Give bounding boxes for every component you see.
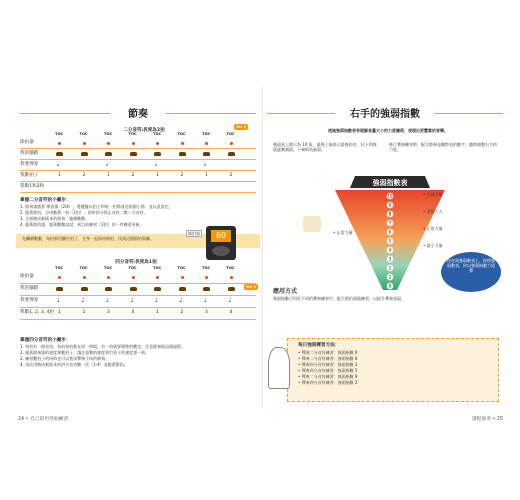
grid-row [20, 138, 256, 149]
apply-title: 應用方式 [273, 288, 298, 295]
beat-dot [83, 142, 86, 145]
tip-paragraph: 1. 節奏請跟著 節拍器（2/4），將鍵盤以拍子和每一拍都放這兩個小節，並以此設定。 [20, 204, 173, 209]
beat-number: 1 [156, 310, 159, 315]
beat-dot [181, 142, 184, 145]
level-number: 9 [388, 202, 392, 208]
intro-column-2: 進行彈奏練習時，配合節奏並觀察表的數字，隨時調整右手的力度。 [389, 142, 497, 152]
foot-mark [179, 287, 186, 291]
tip-paragraph: 1. 每拍有一個音符，每拍每拍都在同一時間，有一拍就要精準的數完，注意節奏與這個過程。 [20, 344, 186, 349]
note-symbol: ♩ [57, 297, 60, 304]
beat-dot [132, 142, 135, 145]
level-number: 10 [387, 193, 393, 199]
level-number: 1 [388, 274, 392, 280]
tip-paragraph: 4. 再次用換成新版本的四分音符數一次（1-4）並跟著節拍。 [20, 362, 128, 367]
foot-mark [179, 152, 186, 156]
toc-label: TOC [177, 266, 186, 270]
grid-row-label: 我要彈奏 [20, 162, 39, 167]
title-rule-left [20, 113, 110, 114]
funnel-label: • 全部力量 [423, 192, 443, 197]
quarter-note-tips [20, 344, 256, 368]
funnel-label: • 正常力量 [333, 230, 353, 235]
note-symbol: 𝅗𝅥 [204, 161, 206, 168]
beat-number: 2 [82, 310, 86, 315]
beat-number: 2 [229, 173, 233, 178]
beat-number: 1 [107, 173, 110, 178]
beat-number: 1 [205, 173, 208, 178]
practice-box [287, 338, 499, 402]
beat-number: 1 [156, 173, 159, 178]
note-symbol: ♩ [130, 297, 134, 304]
tip-paragraph: 2. 跟著節拍，分別數著一拍（2拍），即用四分休止音符二撥二分音符。 [20, 210, 148, 215]
funnel-labels-left [333, 230, 373, 235]
foot-mark [154, 152, 161, 156]
beat-dot [58, 142, 61, 145]
foot-mark [203, 152, 210, 156]
beat-dot [230, 276, 233, 279]
quarter-note-subtitle: 四分音符𝅘𝅥長度為1拍 [115, 260, 157, 265]
toc-label: TOC [55, 132, 64, 136]
toc-label: TOC [104, 132, 113, 136]
beat-dot [230, 142, 233, 145]
grid-row-label: 我要彈奏 [20, 298, 39, 303]
grid-row [20, 296, 256, 308]
toc-label: TOC [128, 266, 137, 270]
title-rule-right [166, 113, 256, 114]
practice-item: • 彈奏二分音符練習：強弱指數 8 [298, 356, 358, 361]
ya-badge-1: Ya! 1 [236, 125, 247, 129]
beat-dot [107, 142, 110, 145]
foot-mark [130, 287, 137, 291]
highlight-text: 先繼續數數，每拍都用腳打拍子，全身一起保持節拍，找到這個節拍與腳。 [22, 236, 154, 241]
beat-number: 3 [107, 310, 110, 315]
practice-item: • 彈奏二分音符練習：強弱指數 6 [298, 350, 358, 355]
grid-row-label: 我數1, 2, 3, 4拍 [20, 310, 55, 315]
right-page [263, 86, 507, 422]
beat-number: 2 [180, 310, 184, 315]
intro-text: 透過強弱指數表來理解音量大小的力度關係，表現出更豐富的音樂。 [328, 128, 448, 133]
beat-number: 1 [58, 310, 61, 315]
right-page-title: 右手的強弱指數 [350, 109, 420, 120]
funnel-title: 強弱指數表 [372, 178, 408, 187]
toc-label: TOC [226, 266, 235, 270]
practice-item: • 彈奏四分音符練習：強弱指數 3 [298, 362, 358, 367]
practice-box-heading: 每日強弱練習方法： [298, 343, 340, 348]
beat-dot [205, 142, 208, 145]
beat-number: 2 [131, 173, 135, 178]
funnel-label: • 正常力量 [423, 226, 443, 231]
funnel-labels-right [423, 192, 503, 260]
foot-mark [105, 287, 112, 291]
level-number: 3 [388, 256, 392, 262]
grid-row [20, 272, 256, 284]
beat-dot [58, 276, 61, 279]
foot-mark [228, 287, 235, 291]
grid-row-label: 我數拍子 [20, 173, 39, 178]
toc-label: TOC [202, 132, 211, 136]
foot-mark [81, 287, 88, 291]
foot-mark [228, 152, 235, 156]
note-symbol: ♩ [228, 297, 232, 304]
grid-row [20, 308, 256, 320]
beat-number: 2 [180, 173, 184, 178]
grid-row-label: 節拍器 [20, 274, 34, 279]
toc-label: TOC [226, 132, 235, 136]
grid-row [20, 171, 256, 182]
level-number: 5 [388, 238, 392, 244]
intro-column-1: 強弱表上標示為 10 級，最強上端表示最強的音，往下則強弱逐漸減弱，下端則為最弱。 [273, 142, 377, 152]
grid-row [20, 182, 256, 193]
half-note-tips [20, 204, 256, 228]
tip-paragraph: 3. 全部換成新版本的節奏：連續數數。 [20, 216, 90, 221]
practice-item: • 彈奏二分音符練習：強弱指數 9 [298, 374, 358, 379]
toc-label: TOC [202, 266, 211, 270]
beat-dot [156, 276, 159, 279]
right-page-number: 課程節奏 • 25 [471, 417, 503, 422]
beat-dot [156, 142, 159, 145]
grid-row-label: 我數1和2和 [20, 184, 45, 189]
beat-dot [205, 276, 208, 279]
beat-number: 4 [229, 310, 233, 315]
toc-label: TOC [79, 132, 88, 136]
foot-mark [105, 152, 112, 156]
half-note-subtitle: 二分音符𝅗𝅥長度為2拍 [123, 128, 165, 133]
level-number: 7 [388, 220, 392, 226]
left-page-number: 24 • 自己的用琴曲練習 [18, 417, 69, 422]
foot-mark [56, 152, 63, 156]
title-rule-right-r [435, 113, 503, 114]
note-symbol: ♩ [155, 297, 158, 304]
beat-number: 4 [131, 310, 135, 315]
beat-dot [107, 276, 110, 279]
metronome-device [206, 226, 236, 260]
grid-row [20, 160, 256, 171]
toc-label: TOC [79, 266, 88, 270]
toc-label: TOC [128, 132, 137, 136]
left-page [16, 86, 260, 422]
foot-mark [130, 152, 137, 156]
funnel-label: • 最小力量 [423, 243, 443, 248]
funnel-label: • 非常大力 [423, 209, 443, 214]
apply-text: 強弱指數可用於不同的彈奏練習中，配合節拍器做練習，以提升彈奏表現。 [273, 296, 405, 301]
beat-number: 1 [58, 173, 61, 178]
foot-mark [203, 287, 210, 291]
practice-item: • 彈奏四分音符練習：強弱指數 2 [298, 380, 358, 385]
level-number: 2 [388, 265, 392, 271]
title-rule-left-r [267, 113, 335, 114]
half-note-tips-heading: 掌握二分音符的小撇步： [20, 198, 71, 203]
tip-paragraph: 4. 跟著節拍器，跟著數數試試：到目前練習（2拍）的一件練習更新。 [20, 222, 144, 227]
info-bubble [441, 252, 501, 292]
toc-label: TOC [177, 132, 186, 136]
toc-label: TOC [153, 132, 162, 136]
grid-row-label: 我的腳踏 [20, 286, 39, 291]
note-symbol: 𝅗𝅥 [106, 161, 108, 168]
hand-illustration [303, 216, 321, 232]
mascot-illustration [268, 347, 290, 389]
level-number: 6 [388, 229, 392, 235]
beat-dot [83, 276, 86, 279]
note-symbol: ♩ [81, 297, 85, 304]
practice-item: • 彈奏四分音符練習：強弱指數 5 [298, 368, 358, 373]
practice-box-items [298, 350, 494, 386]
level-number: 4 [388, 247, 392, 253]
foot-mark [154, 287, 161, 291]
ya-badge-2: Ya! 1 [246, 285, 257, 289]
note-symbol: 𝅗𝅥 [155, 161, 157, 168]
left-page-title: 節奏 [128, 109, 148, 120]
toc-label: TOC [104, 266, 113, 270]
level-number: 0 [388, 283, 392, 289]
metronome-display: 60 [211, 230, 231, 242]
level-number: 8 [388, 211, 392, 217]
beat-number: 2 [82, 173, 86, 178]
beat-dot [132, 276, 135, 279]
metronome-speaker [212, 246, 230, 256]
grid-row-label: 節拍器 [20, 140, 34, 145]
note-symbol: ♩ [179, 297, 183, 304]
half-note-grid [20, 132, 256, 194]
note-symbol: ♩ [106, 297, 109, 304]
beat-dot [181, 276, 184, 279]
tip-paragraph: 3. 練習數拍子的同時也可以嘗試彈奏不同的節奏。 [20, 356, 110, 361]
tip-paragraph: 2. 跟著節奏器的速度來數拍子，請注意數的速度和打拍子的速度要一致。 [20, 350, 150, 355]
info-bubble-text: 你在與強弱數表上，按照強弱數表，你以強弱指數力道彈 [447, 258, 495, 273]
toc-label: TOC [153, 266, 162, 270]
toc-label: TOC [55, 266, 64, 270]
beat-number: 3 [205, 310, 208, 315]
note-symbol: 𝅗𝅥 [57, 161, 59, 168]
note-symbol: ♩ [204, 297, 207, 304]
quarter-note-grid [20, 266, 256, 320]
quarter-note-tips-heading: 掌握四分音符的小撇步： [20, 338, 71, 343]
foot-mark [56, 287, 63, 291]
metronome-label: 節拍器 [188, 231, 200, 236]
foot-mark [81, 152, 88, 156]
grid-row-label: 我的腳踏 [20, 151, 39, 156]
